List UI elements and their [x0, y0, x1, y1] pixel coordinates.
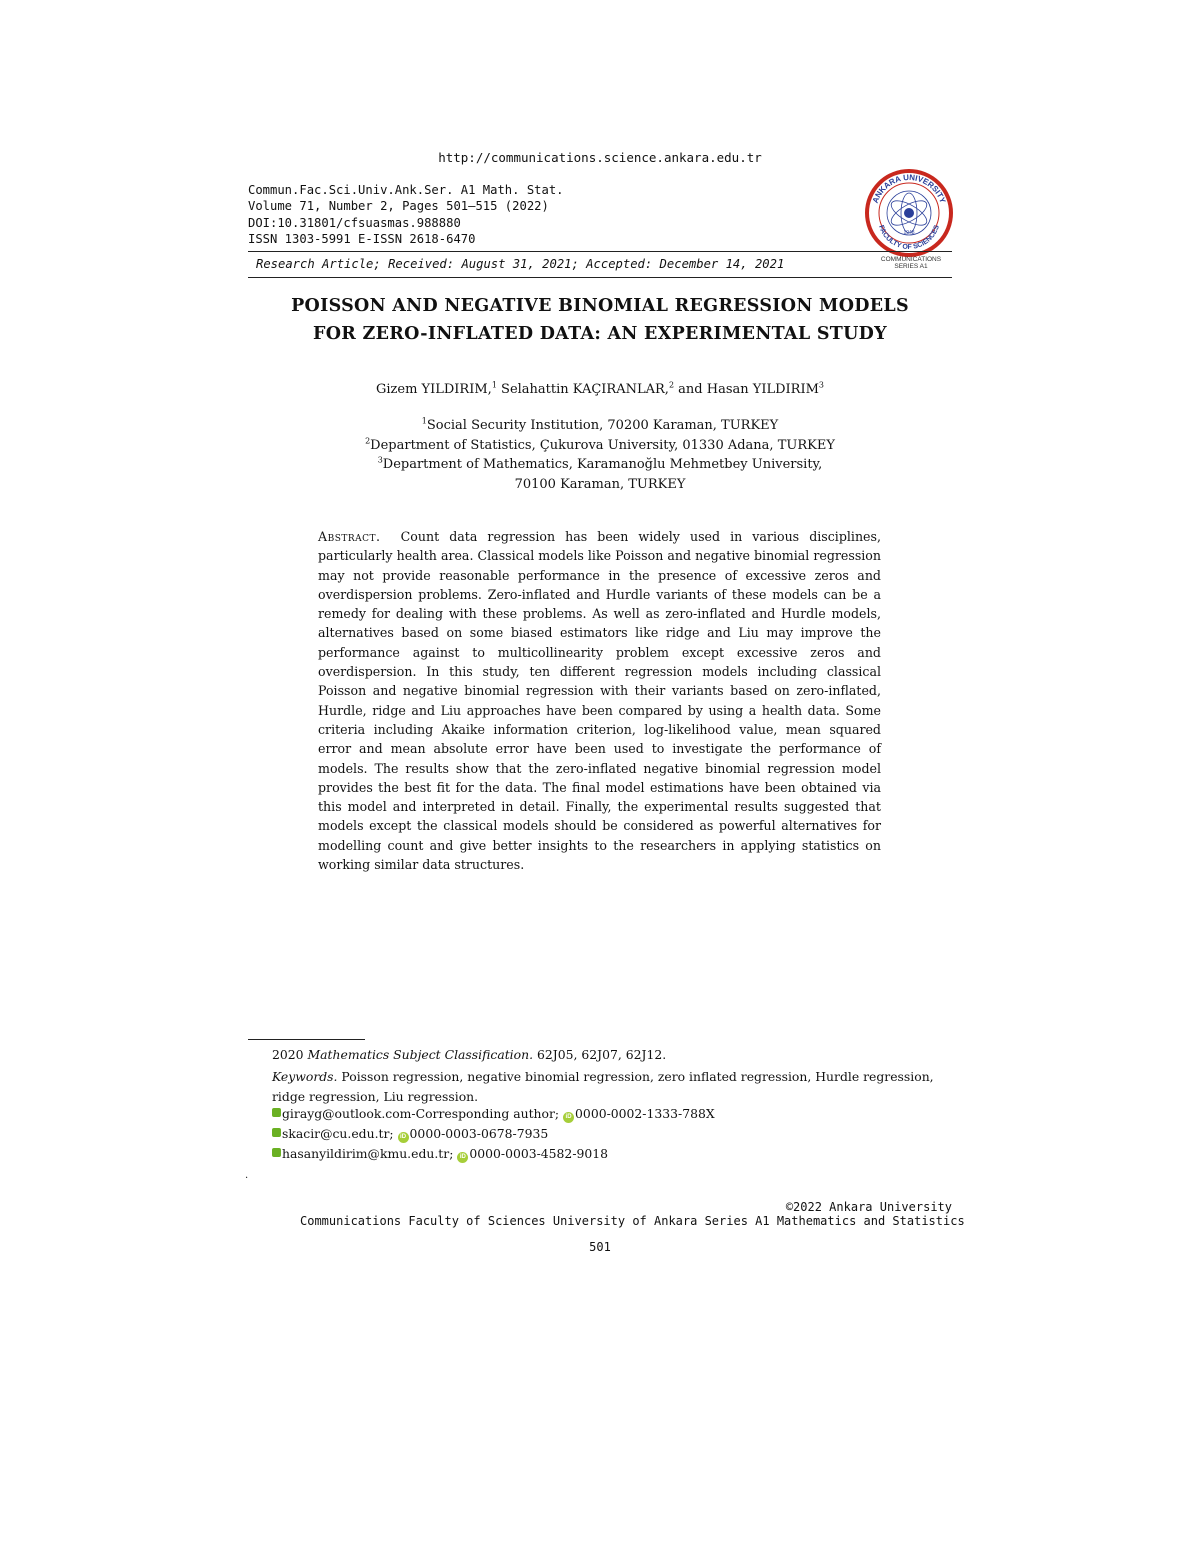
affiliation-2: $^2$Department of Statistics, Çukurova University, 01330 Adana, TURKEY	[365, 436, 835, 453]
abstract-label: Abstract.	[318, 529, 381, 544]
contact-1-orcid[interactable]: 0000-0002-1333-788X	[575, 1106, 715, 1121]
keywords-label: Keywords.	[272, 1069, 338, 1084]
university-seal-logo	[864, 168, 954, 268]
author-1-sup: 1	[491, 380, 497, 390]
contact-2	[272, 1126, 548, 1143]
author-3-sup: 3	[818, 380, 824, 390]
seal-caption	[870, 256, 952, 270]
orcid-icon: iD	[457, 1152, 468, 1163]
affiliation-1: $^1$Social Security Institution, 70200 Karaman, TURKEY	[421, 416, 779, 433]
affiliation-3-cont: 70100 Karaman, TURKEY	[514, 476, 686, 492]
copyright-block	[300, 1200, 965, 1228]
journal-info	[248, 182, 564, 248]
msc-codes: 62J05, 62J07, 62J12.	[533, 1047, 667, 1062]
msc-label: Mathematics Subject Classification.	[307, 1047, 534, 1062]
author-2: Selahattin KAÇIRANLAR,	[496, 382, 669, 397]
title-line-2: FOR ZERO-INFLATED DATA: AN EXPERIMENTAL STUDY	[313, 324, 887, 344]
author-1: Gizem YILDIRIM,	[375, 382, 492, 397]
copyright-line: ©2022 Ankara University	[785, 1200, 952, 1214]
journal-url[interactable]: http://communications.science.ankara.edu.tr	[438, 150, 762, 165]
abstract-text: Count data regression has been widely used in various disciplines, particularly health area. Classical models like Poisson and negative binomial regression may not provide reasonable performance in the presence of excessive zeros and overdispersion problems. Zero-inflated and Hurdle variants of these models can be a remedy for dealing with these problems. As well as zero-inflated and Hurdle models, alternatives based on some biased estimators like ridge and Liu may improve the performance against to multicollinearity problem except excessive zeros and overdispersion. In this study, ten different regression models including classical Poisson and negative binomial regression with their variants based on zero-inflated, Hurdle, ridge and Liu approaches have been compared by using a health data. Some criteria including Akaike information criterion, log-likelihood value, mean squared error and mean absolute error have been used to investigate the performance of models. The results show that the zero-inflated negative binomial regression model provides the best fit for the data. The final model estimations have been obtained via this model and interpreted in detail. Finally, the experimental results suggested that models except the classical models should be considered as powerful alternatives for modelling count and give better insights to the researchers in applying statistics on working similar data structures.	[318, 529, 881, 873]
series-line: Communications Faculty of Sciences University of Ankara Series A1 Mathematics and Statistics	[300, 1214, 965, 1228]
paper-title	[200, 292, 1000, 348]
title-line-1: POISSON AND NEGATIVE BINOMIAL REGRESSION MODELS	[291, 296, 909, 316]
orcid-icon: iD	[398, 1132, 409, 1143]
msc-footnote: 2020 Mathematics Subject Classification. 62J05, 62J07, 62J12.	[272, 1047, 667, 1062]
seal-year: 1948	[903, 230, 915, 236]
keywords-text: Poisson regression, negative binomial regression, zero inflated regression, Hurdle regression, ridge regression, Liu regression.	[272, 1069, 934, 1104]
affiliations	[0, 416, 1200, 494]
author-list	[0, 382, 1200, 397]
contact-3-email[interactable]: hasanyildirim@kmu.edu.tr;	[282, 1146, 454, 1161]
email-icon	[272, 1148, 281, 1157]
contact-1-email[interactable]: girayg@outlook.com-Corresponding author;	[282, 1106, 560, 1121]
seal-text-top: ANKARA UNIVERSITY	[870, 172, 948, 205]
email-icon	[272, 1128, 281, 1137]
footnote-rule	[248, 1039, 365, 1040]
author-3: and Hasan YILDIRIM	[674, 382, 819, 397]
header-rule-bottom	[248, 277, 952, 278]
journal-doi: DOI:10.31801/cfsuasmas.988880	[248, 215, 461, 230]
contact-3-orcid[interactable]: 0000-0003-4582-9018	[469, 1146, 609, 1161]
journal-name: Commun.Fac.Sci.Univ.Ank.Ser. A1 Math. Stat.	[248, 183, 564, 197]
affiliation-3: $^3$Department of Mathematics, Karamanoğlu Mehmetbey University,	[377, 455, 823, 472]
contact-1	[272, 1106, 715, 1123]
page-number: 501	[589, 1240, 611, 1254]
stray-dot: .	[245, 1170, 249, 1181]
journal-issn: ISSN 1303-5991 E-ISSN 2618-6470	[248, 232, 476, 247]
seal-caption-line2: SERIES A1	[894, 263, 928, 270]
contact-3	[272, 1146, 608, 1163]
orcid-icon: iD	[563, 1112, 574, 1123]
seal-text-bottom: FACULTY OF SCIENCES	[877, 224, 941, 252]
author-2-sup: 2	[668, 380, 675, 390]
header-rule-top	[248, 251, 952, 252]
contact-2-orcid[interactable]: 0000-0003-0678-7935	[409, 1126, 549, 1141]
keywords-footnote	[272, 1067, 944, 1106]
contact-2-email[interactable]: skacir@cu.edu.tr;	[282, 1126, 394, 1141]
journal-volume: Volume 71, Number 2, Pages 501–515 (2022)	[248, 199, 549, 214]
seal-caption-line1: COMMUNICATIONS	[880, 256, 942, 263]
article-dates: Research Article; Received: August 31, 2021; Accepted: December 14, 2021	[256, 257, 785, 271]
abstract	[318, 527, 881, 874]
email-icon	[272, 1108, 281, 1117]
